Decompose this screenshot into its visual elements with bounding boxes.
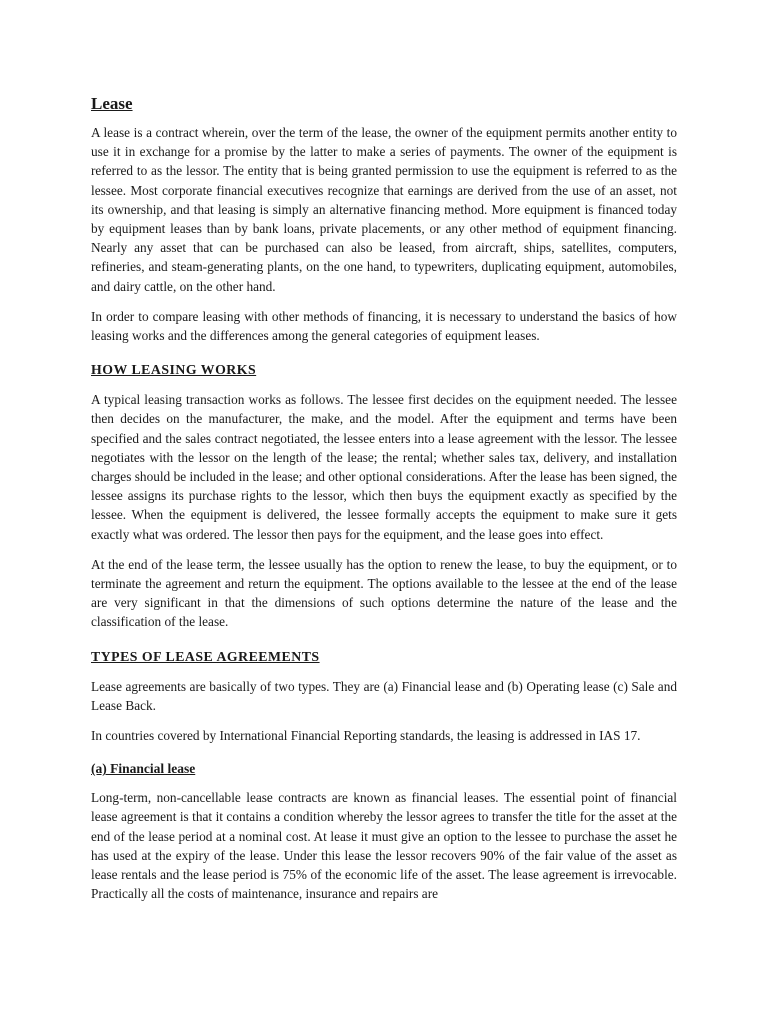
document-page: [91, 92, 677, 904]
financial-lease-heading: (a) Financial lease: [91, 761, 196, 777]
how-leasing-works-heading: HOW LEASING WORKS: [91, 362, 257, 378]
how-leasing-works-paragraph-1: A typical leasing transaction works as follows. The lessee first decides on the equipment needed. The lessee then decides on the manufacturer, the make, and the model. After the equipment and terms have been specified and the sales contract negotiated, the lessee enters into a lease agreement with the lessor. The lessee negotiates with the lessor on the length of the lease; the rental; whether sales tax, delivery, and installation charges should be included in the lease; and other optional considerations. After the lease has been signed, the lessee assigns its purchase rights to the lessor, which then buys the equipment exactly as specified by the lessee. When the equipment is delivered, the lessee formally accepts the equipment to make sure it gets exactly what was ordered. The lessor then pays for the equipment, and the lease goes into effect.: [91, 392, 677, 542]
types-of-lease-paragraph-2: In countries covered by International Financial Reporting standards, the leasing is addressed in IAS 17.: [91, 728, 641, 744]
how-leasing-works-paragraph-2: At the end of the lease term, the lessee usually has the option to renew the lease, to buy the equipment, or to terminate the agreement and return the equipment. The options available to the lessee at the end of the lease are very significant in that the dimensions of such options determine the nature of the lease and the classification of the lease.: [91, 556, 677, 630]
intro-paragraph-1: A lease is a contract wherein, over the term of the lease, the owner of the equipment permits another entity to use it in exchange for a promise by the latter to make a series of payments. The owner of the equipment is referred to as the lessor. The entity that is being granted permission to use the equipment is referred to as the lessee. Most corporate financial executives recognize that earnings are derived from the use of an asset, not its ownership, and that leasing is simply an alternative financing method. More equipment is financed today by equipment leases than by bank loans, private placements, or any other method of equipment financing. Nearly any asset that can be purchased can also be leased, from aircraft, ships, satellites, computers, refineries, and steam-generating plants, on the one hand, to typewriters, duplicating equipment, automobiles, and dairy cattle, on the other hand.: [91, 125, 677, 294]
intro-paragraph-2: In order to compare leasing with other methods of financing, it is necessary to understand the basics of how leasing works and the differences among the general categories of equipment leases.: [91, 308, 677, 344]
types-of-lease-paragraph-1: Lease agreements are basically of two types. They are (a) Financial lease and (b) Operating lease (c) Sale and Lease Back.: [91, 678, 677, 713]
document-title: Lease: [91, 94, 133, 113]
types-of-lease-heading: TYPES OF LEASE AGREEMENTS: [91, 648, 320, 664]
financial-lease-paragraph: Long-term, non-cancellable lease contracts are known as financial leases. The essential point of financial lease agreement is that it contains a condition whereby the lessor agrees to transfer the title for the asset at the end of the lease period at a nominal cost. At lease it must give an option to the lessee to purchase the asset he has used at the expiry of the lease. Under this lease the lessor recovers 90% of the fair value of the asset as lease rentals and the lease period is 75% of the economic life of the asset. The lease agreement is irrevocable. Practically all the costs of maintenance, insurance and repairs are: [91, 790, 677, 902]
